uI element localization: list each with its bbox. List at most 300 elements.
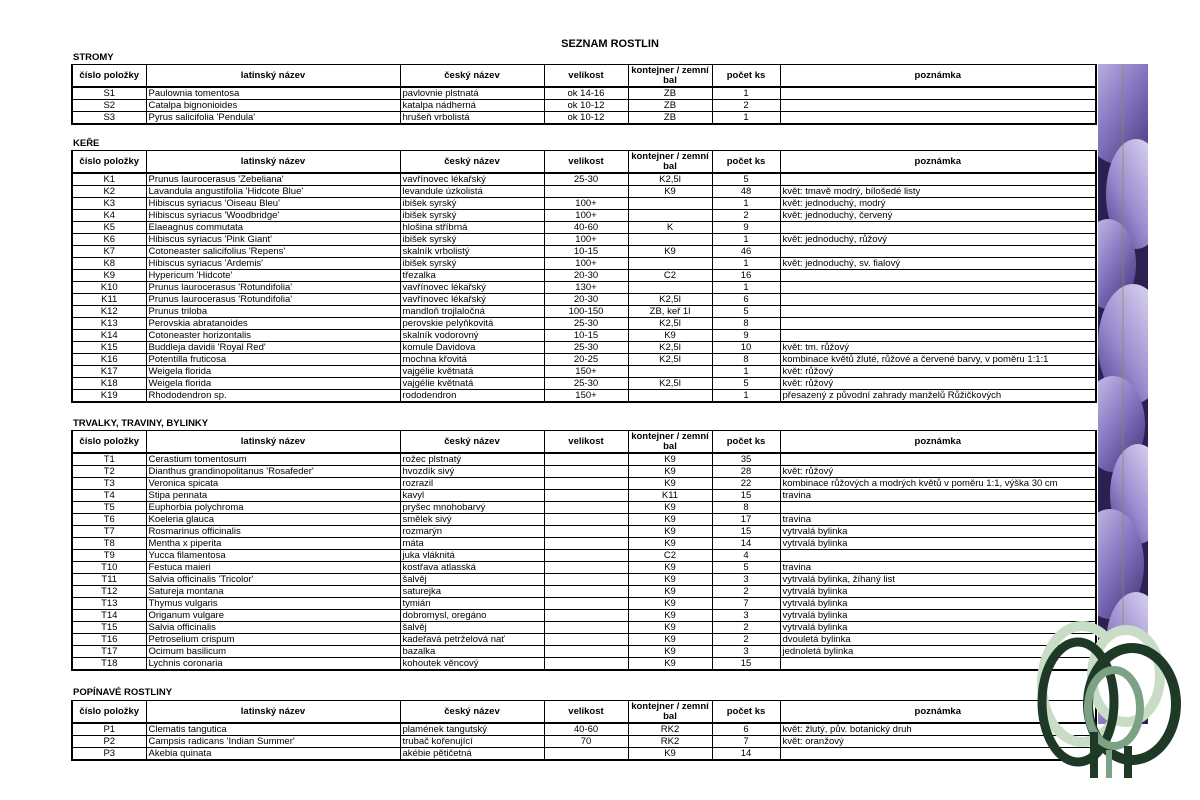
col-pocet-cell: 1 [712,390,780,403]
section-title-kere: KEŘE [73,138,100,149]
col-cesky-cell: vavřínovec lékařský [400,294,544,306]
col-latinsky-cell: Weigela florida [146,378,400,390]
table-row [72,538,1096,550]
col-pocet-header: počet ks [712,151,780,174]
col-kontejner-cell: K9 [628,478,712,490]
col-pocet-cell: 15 [712,658,780,671]
col-latinsky-cell: Elaeagnus commutata [146,222,400,234]
col-cesky-cell: skalník vrbolistý [400,246,544,258]
col-pocet-cell: 2 [712,210,780,222]
col-pocet-cell: 8 [712,502,780,514]
col-cislo-cell: T11 [72,574,146,586]
col-kontejner-cell: C2 [628,270,712,282]
col-latinsky-header: latinský název [146,701,400,724]
col-cesky-cell: ibišek syrský [400,234,544,246]
col-cesky-cell: juka vláknitá [400,550,544,562]
col-velikost-cell: 130+ [544,282,628,294]
col-cesky-cell: hlošina stříbrná [400,222,544,234]
col-cesky-cell: kohoutek věncový [400,658,544,671]
col-cislo-cell: P3 [72,748,146,761]
col-velikost-cell [544,550,628,562]
col-velikost-cell [544,453,628,466]
col-pocet-cell: 2 [712,586,780,598]
col-pocet-cell: 9 [712,222,780,234]
col-latinsky-cell: Catalpa bignonioides [146,100,400,112]
col-cislo-cell: K19 [72,390,146,403]
col-velikost-cell [544,658,628,671]
col-cesky-cell: rozrazil [400,478,544,490]
table-row [72,390,1096,403]
col-pocet-cell: 5 [712,562,780,574]
col-velikost-header: velikost [544,65,628,88]
table-row [72,318,1096,330]
col-kontejner-header: kontejner / zemní bal [628,701,712,724]
col-latinsky-cell: Hibiscus syriacus 'Pink Giant' [146,234,400,246]
col-latinsky-cell: Cotoneaster salicifolius 'Repens' [146,246,400,258]
col-latinsky-cell: Origanum vulgare [146,610,400,622]
col-kontejner-cell [628,198,712,210]
col-poznamka-cell [780,222,1096,234]
table-row [72,234,1096,246]
col-pocet-cell: 3 [712,610,780,622]
table-row [72,270,1096,282]
col-kontejner-cell: K9 [628,586,712,598]
col-velikost-cell: 25-30 [544,342,628,354]
col-velikost-cell: 70 [544,736,628,748]
col-velikost-cell: 100+ [544,234,628,246]
col-latinsky-cell: Potentilla fruticosa [146,354,400,366]
col-velikost-cell [544,622,628,634]
col-cislo-cell: K18 [72,378,146,390]
table-row [72,610,1096,622]
col-kontejner-cell: K9 [628,453,712,466]
col-cislo-cell: K3 [72,198,146,210]
col-velikost-cell: 100-150 [544,306,628,318]
col-cislo-cell: T16 [72,634,146,646]
col-latinsky-cell: Koeleria glauca [146,514,400,526]
col-pocet-header: počet ks [712,431,780,454]
col-velikost-cell: 100+ [544,198,628,210]
col-pocet-header: počet ks [712,65,780,88]
col-latinsky-cell: Salvia officinalis [146,622,400,634]
col-poznamka-header: poznámka [780,65,1096,88]
col-cesky-cell: perovskie pelyňkovitá [400,318,544,330]
col-velikost-cell: 25-30 [544,378,628,390]
col-poznamka-header: poznámka [780,701,1096,724]
col-kontejner-cell: ZB [628,100,712,112]
col-latinsky-cell: Ocimum basilicum [146,646,400,658]
col-pocet-header: počet ks [712,701,780,724]
col-cesky-header: český název [400,65,544,88]
col-kontejner-cell [628,366,712,378]
col-latinsky-cell: Hibiscus syriacus 'Oiseau Bleu' [146,198,400,210]
section-title-trvalky: TRVALKY, TRAVINY, BYLINKY [73,418,209,429]
col-cesky-cell: ibišek syrský [400,198,544,210]
col-cesky-cell: katalpa nádherná [400,100,544,112]
col-poznamka-cell: vytrvalá bylinka [780,622,1096,634]
col-cesky-cell: šalvěj [400,622,544,634]
col-poznamka-cell: květ: růžový [780,366,1096,378]
table-row [72,258,1096,270]
table-row [72,87,1096,100]
col-latinsky-cell: Prunus laurocerasus 'Rotundifolia' [146,282,400,294]
col-cesky-cell: pavlovnie plstnatá [400,87,544,100]
col-cislo-cell: T15 [72,622,146,634]
col-poznamka-cell [780,330,1096,342]
table-row [72,366,1096,378]
col-pocet-cell: 5 [712,306,780,318]
col-cesky-cell: vavřínovec lékařský [400,282,544,294]
col-cislo-cell: K2 [72,186,146,198]
table-row [72,736,1096,748]
table-row [72,100,1096,112]
col-velikost-cell: 20-30 [544,294,628,306]
table-row [72,173,1096,186]
col-kontejner-cell: K2,5l [628,378,712,390]
col-velikost-cell [544,490,628,502]
col-cesky-cell: rozmarýn [400,526,544,538]
col-latinsky-cell: Weigela florida [146,366,400,378]
col-poznamka-cell: vytrvalá bylinka, žíhaný list [780,574,1096,586]
col-latinsky-cell: Lychnis coronaria [146,658,400,671]
col-poznamka-cell: travina [780,562,1096,574]
col-kontejner-cell: K9 [628,574,712,586]
col-latinsky-cell: Euphorbia polychroma [146,502,400,514]
col-cesky-cell: levandule úzkolistá [400,186,544,198]
col-pocet-cell: 16 [712,270,780,282]
col-kontejner-cell: K9 [628,502,712,514]
table-row [72,598,1096,610]
col-cislo-cell: K9 [72,270,146,282]
col-cislo-cell: K7 [72,246,146,258]
col-kontejner-cell: K9 [628,748,712,761]
col-kontejner-cell: K9 [628,610,712,622]
col-latinsky-cell: Satureja montana [146,586,400,598]
col-poznamka-cell: travina [780,514,1096,526]
col-cislo-cell: P1 [72,723,146,736]
col-pocet-cell: 14 [712,538,780,550]
col-cislo-cell: K5 [72,222,146,234]
table-popinave [71,700,1097,761]
col-velikost-cell [544,514,628,526]
col-cesky-cell: tymián [400,598,544,610]
col-kontejner-header: kontejner / zemní bal [628,151,712,174]
col-cesky-cell: kadeřavá petrželová nať [400,634,544,646]
table-row [72,490,1096,502]
col-velikost-cell [544,562,628,574]
table-row [72,112,1096,125]
col-pocet-cell: 15 [712,526,780,538]
table-header-row [72,431,1096,454]
col-pocet-cell: 1 [712,112,780,125]
col-pocet-cell: 3 [712,574,780,586]
col-cesky-cell: trubač kořenující [400,736,544,748]
col-poznamka-cell: travina [780,490,1096,502]
col-poznamka-cell [780,453,1096,466]
col-velikost-cell [544,538,628,550]
col-kontejner-cell: K9 [628,622,712,634]
col-latinsky-cell: Lavandula angustifolia 'Hidcote Blue' [146,186,400,198]
table-row [72,723,1096,736]
col-cislo-header: číslo položky [72,65,146,88]
col-latinsky-cell: Perovskia abratanoides [146,318,400,330]
col-cislo-cell: K8 [72,258,146,270]
col-latinsky-cell: Cerastium tomentosum [146,453,400,466]
col-latinsky-cell: Pyrus salicifolia 'Pendula' [146,112,400,125]
col-poznamka-cell: vytrvalá bylinka [780,526,1096,538]
col-cesky-header: český název [400,431,544,454]
col-velikost-cell [544,466,628,478]
col-cislo-cell: S1 [72,87,146,100]
section-title-popinave: POPÍNAVÉ ROSTLINY [73,687,173,698]
col-latinsky-cell: Hypericum 'Hidcote' [146,270,400,282]
col-kontejner-cell: K9 [628,658,712,671]
col-poznamka-cell [780,282,1096,294]
col-velikost-header: velikost [544,151,628,174]
col-cislo-header: číslo položky [72,151,146,174]
col-cislo-cell: K4 [72,210,146,222]
col-velikost-cell: 25-30 [544,318,628,330]
col-cislo-cell: T12 [72,586,146,598]
col-latinsky-cell: Buddleja davidii 'Royal Red' [146,342,400,354]
col-cesky-header: český název [400,151,544,174]
col-cislo-cell: T2 [72,466,146,478]
table-row [72,634,1096,646]
col-cislo-header: číslo položky [72,431,146,454]
col-poznamka-cell: květ: jednoduchý, sv. fialový [780,258,1096,270]
col-latinsky-cell: Mentha x piperita [146,538,400,550]
col-latinsky-cell: Prunus triloba [146,306,400,318]
col-cesky-cell: kostřava atlasská [400,562,544,574]
col-poznamka-cell: kombinace růžových a modrých květů v poměru 1:1, výška 30 cm [780,478,1096,490]
col-latinsky-cell: Yucca filamentosa [146,550,400,562]
col-poznamka-cell: vytrvalá bylinka [780,586,1096,598]
col-cislo-header: číslo položky [72,701,146,724]
col-cislo-cell: K13 [72,318,146,330]
table-row [72,246,1096,258]
col-kontejner-header: kontejner / zemní bal [628,431,712,454]
col-kontejner-cell: ZB [628,87,712,100]
col-cesky-header: český název [400,701,544,724]
table-row [72,222,1096,234]
table-row [72,330,1096,342]
col-poznamka-cell [780,270,1096,282]
col-kontejner-cell [628,210,712,222]
col-kontejner-cell: K9 [628,562,712,574]
col-cesky-cell: máta [400,538,544,550]
col-pocet-cell: 1 [712,282,780,294]
col-velikost-cell: ok 10-12 [544,112,628,125]
col-velikost-cell [544,574,628,586]
col-cesky-cell: vajgélie květnatá [400,378,544,390]
col-poznamka-cell [780,100,1096,112]
col-pocet-cell: 14 [712,748,780,761]
col-cesky-cell: mochna křovitá [400,354,544,366]
col-kontejner-cell: K [628,222,712,234]
col-kontejner-cell: K9 [628,598,712,610]
table-row [72,478,1096,490]
col-pocet-cell: 1 [712,366,780,378]
col-cislo-cell: T13 [72,598,146,610]
col-pocet-cell: 10 [712,342,780,354]
col-pocet-cell: 48 [712,186,780,198]
table-row [72,354,1096,366]
col-kontejner-cell: K11 [628,490,712,502]
col-poznamka-cell: květ: jednoduchý, modrý [780,198,1096,210]
col-latinsky-cell: Akebia quinata [146,748,400,761]
col-kontejner-cell: K9 [628,514,712,526]
col-latinsky-cell: Rhododendron sp. [146,390,400,403]
table-row [72,526,1096,538]
table-row [72,342,1096,354]
col-pocet-cell: 7 [712,736,780,748]
col-latinsky-cell: Stipa pennata [146,490,400,502]
col-cesky-cell: hrušeň vrbolistá [400,112,544,125]
col-pocet-cell: 28 [712,466,780,478]
table-row [72,646,1096,658]
col-pocet-cell: 2 [712,634,780,646]
col-latinsky-cell: Salvia officinalis 'Tricolor' [146,574,400,586]
col-cislo-cell: K12 [72,306,146,318]
col-kontejner-header: kontejner / zemní bal [628,65,712,88]
col-velikost-cell [544,646,628,658]
col-cislo-cell: P2 [72,736,146,748]
col-poznamka-cell [780,294,1096,306]
col-latinsky-cell: Hibiscus syriacus 'Woodbridge' [146,210,400,222]
col-velikost-cell: 40-60 [544,723,628,736]
col-cesky-cell: pryšec mnohobarvý [400,502,544,514]
col-cislo-cell: T6 [72,514,146,526]
table-row [72,574,1096,586]
col-poznamka-cell: květ: jednoduchý, červený [780,210,1096,222]
col-pocet-cell: 2 [712,100,780,112]
col-latinsky-cell: Dianthus grandinopolitanus 'Rosafeder' [146,466,400,478]
col-latinsky-cell: Cotoneaster horizontalis [146,330,400,342]
col-latinsky-cell: Prunus laurocerasus 'Rotundifolia' [146,294,400,306]
col-kontejner-cell: K2,5l [628,354,712,366]
table-stromy [71,64,1097,125]
table-header-row [72,701,1096,724]
col-kontejner-cell [628,234,712,246]
table-row [72,210,1096,222]
col-pocet-cell: 4 [712,550,780,562]
col-cesky-cell: rožec plstnatý [400,453,544,466]
document-title: SEZNAM ROSTLIN [561,38,659,50]
col-poznamka-cell: květ: tmavě modrý, bílošedé listy [780,186,1096,198]
table-row [72,514,1096,526]
col-velikost-cell: 10-15 [544,330,628,342]
col-cesky-cell: skalník vodorovný [400,330,544,342]
col-cesky-cell: bazalka [400,646,544,658]
col-velikost-cell: 100+ [544,210,628,222]
col-kontejner-cell: K9 [628,466,712,478]
col-latinsky-cell: Hibiscus syriacus 'Ardemis' [146,258,400,270]
col-latinsky-cell: Paulownia tomentosa [146,87,400,100]
col-kontejner-cell: ZB, keř 1l [628,306,712,318]
col-pocet-cell: 1 [712,234,780,246]
col-pocet-cell: 17 [712,514,780,526]
col-kontejner-cell: K9 [628,646,712,658]
col-velikost-cell: 150+ [544,366,628,378]
col-latinsky-cell: Festuca maieri [146,562,400,574]
col-kontejner-cell: K9 [628,526,712,538]
col-cesky-cell: ibišek syrský [400,210,544,222]
col-kontejner-cell: K9 [628,538,712,550]
table-row [72,294,1096,306]
table-row [72,306,1096,318]
col-velikost-cell: ok 14-16 [544,87,628,100]
col-poznamka-cell: květ: oranžový [780,736,1096,748]
col-velikost-cell [544,610,628,622]
col-poznamka-cell: květ: jednoduchý, růžový [780,234,1096,246]
col-velikost-cell [544,634,628,646]
col-poznamka-header: poznámka [780,431,1096,454]
col-cesky-cell: šalvěj [400,574,544,586]
col-cesky-cell: smělek sivý [400,514,544,526]
col-pocet-cell: 6 [712,294,780,306]
col-cislo-cell: K11 [72,294,146,306]
col-cislo-cell: S2 [72,100,146,112]
col-poznamka-cell [780,550,1096,562]
col-cislo-cell: T18 [72,658,146,671]
col-pocet-cell: 46 [712,246,780,258]
table-row [72,378,1096,390]
col-pocet-cell: 5 [712,378,780,390]
col-poznamka-cell: květ: růžový [780,378,1096,390]
col-velikost-cell: 20-25 [544,354,628,366]
col-kontejner-cell: RK2 [628,736,712,748]
col-cesky-cell: mandloň trojlaločná [400,306,544,318]
col-velikost-cell [544,586,628,598]
col-cislo-cell: T7 [72,526,146,538]
col-cislo-cell: T9 [72,550,146,562]
col-kontejner-cell: K2,5l [628,318,712,330]
table-kere [71,150,1097,403]
col-velikost-cell: ok 10-12 [544,100,628,112]
col-poznamka-cell: květ: žlutý, pův. botanický druh [780,723,1096,736]
col-pocet-cell: 35 [712,453,780,466]
col-cesky-cell: vajgélie květnatá [400,366,544,378]
col-cislo-cell: K6 [72,234,146,246]
col-latinsky-header: latinský název [146,151,400,174]
col-pocet-cell: 7 [712,598,780,610]
col-cesky-cell: saturejka [400,586,544,598]
col-kontejner-cell: K9 [628,186,712,198]
table-row [72,466,1096,478]
table-row [72,198,1096,210]
col-cislo-cell: K1 [72,173,146,186]
col-pocet-cell: 1 [712,87,780,100]
section-title-stromy: STROMY [73,52,114,63]
col-pocet-cell: 8 [712,318,780,330]
col-poznamka-cell: kombinace květů žluté, růžové a červené barvy, v poměru 1:1:1 [780,354,1096,366]
col-pocet-cell: 1 [712,258,780,270]
col-poznamka-header: poznámka [780,151,1096,174]
col-pocet-cell: 8 [712,354,780,366]
col-velikost-cell [544,478,628,490]
col-cesky-cell: akébie pětičetná [400,748,544,761]
col-kontejner-cell [628,258,712,270]
col-latinsky-cell: Clematis tangutica [146,723,400,736]
col-cesky-cell: plamének tangutský [400,723,544,736]
col-latinsky-cell: Campsis radicans 'Indian Summer' [146,736,400,748]
col-cislo-cell: T8 [72,538,146,550]
table-row [72,658,1096,671]
col-cislo-cell: T17 [72,646,146,658]
col-velikost-cell: 100+ [544,258,628,270]
col-pocet-cell: 15 [712,490,780,502]
col-kontejner-cell [628,282,712,294]
